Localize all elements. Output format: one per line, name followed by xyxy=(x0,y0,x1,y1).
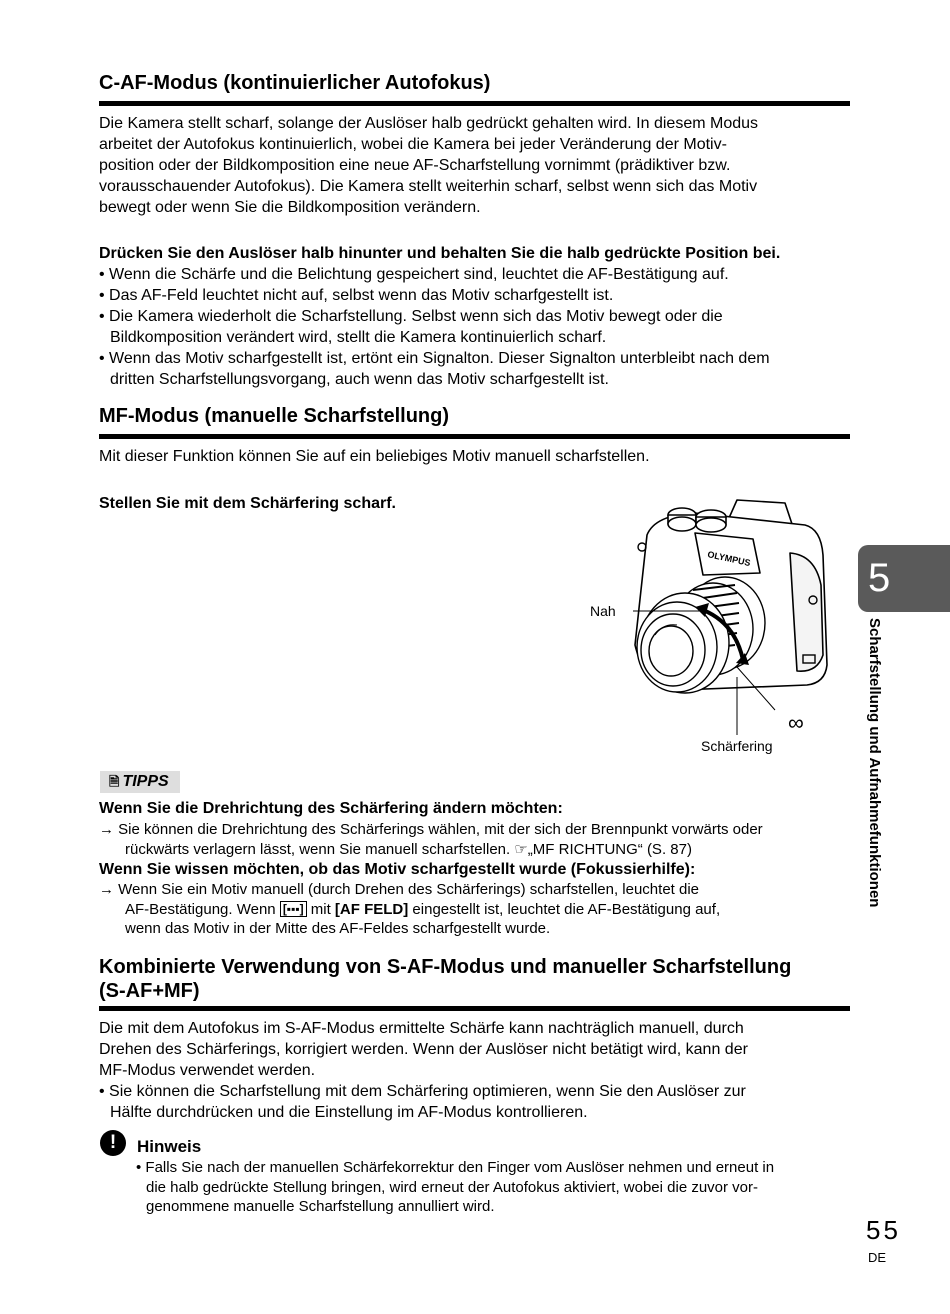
af-area-setting: [AF FELD] xyxy=(334,900,409,918)
section-title-c-af: C-AF-Modus (kontinuierlicher Autofokus) xyxy=(99,72,491,94)
tips-badge: 🗎 TIPPS xyxy=(100,771,180,793)
note-title: Hinweis xyxy=(137,1137,202,1156)
reference-icon: ☞ xyxy=(514,840,528,858)
section-rule xyxy=(99,434,850,439)
c-af-bullets: • Wenn die Schärfe und die Belichtung gespeichert sind, leuchtet die AF-Bestätigung auf. • Das AF-Feld leuchtet nicht auf, selbst wenn das Motiv scharfgestellt ist. • Die Kamera wiederholt die Scharfstellung. Selbst wenn sich das Motiv bewegt oder die Bildkomposition verändert wird, stellt die Kamera kontinuierlich scharf. • Wenn das Motiv scharfgestellt ist, ertönt ein Signalton. Dieser Signalton unterbleibt nach dem dritten Scharfstellungsvorgang, auch wenn das Motiv scharfgestellt ist. xyxy=(99,266,770,388)
section-title-mf: MF-Modus (manuelle Scharfstellung) xyxy=(99,405,450,427)
label-focus-ring: Schärfering xyxy=(701,738,773,754)
c-af-intro: Die Kamera stellt scharf, solange der Auslöser halb gedrückt gehalten wird. In diesem Modus arbeitet der Autofokus kontinuierlich, wobei die Kamera bei jeder Veränderung der Motiv- position oder der Bildkomposition eine neue AF-Scharfstellung vornimmt (prädiktiver bzw. vorausschauender Autofokus). Die Kamera stellt weiterhin scharf, selbst wenn sich das Motiv bewegt oder wenn Sie die Bildkomposition verändern. xyxy=(99,115,759,216)
tip-question-1: Wenn Sie die Drehrichtung des Schärfering ändern möchten: xyxy=(99,800,563,817)
note-icon: 🗎 xyxy=(109,774,120,789)
tip-question-2: Wenn Sie wissen möchten, ob das Motiv scharfgestellt wurde (Fokussierhilfe): xyxy=(99,861,696,878)
note-text: • Falls Sie nach der manuellen Schärfekorrektur den Finger vom Auslöser nehmen und erneut in die halb gedrückte Stellung bringen, wird erneut der Autofokus aktiviert, wobei die zuvor vor- genommene manuelle Scharfstellung annulliert wird. xyxy=(136,1159,775,1215)
section-title-s-af-mf: Kombinierte Verwendung von S-AF-Modus und manueller Scharfstellung (S-AF+MF) xyxy=(99,956,792,1002)
camera-brand: OLYMPUS xyxy=(706,549,752,569)
mf-intro: Mit dieser Funktion können Sie auf ein beliebiges Motiv manuell scharfstellen. xyxy=(99,448,650,465)
section-rule xyxy=(99,101,850,106)
chapter-tab: 5 xyxy=(858,545,950,612)
label-near: Nah xyxy=(590,603,616,619)
menu-reference: „MF RICHTUNG“ (S. 87) xyxy=(527,840,692,858)
chapter-label: Scharfstellung und Aufnahmefunktionen xyxy=(866,618,883,908)
s-af-mf-body: Die mit dem Autofokus im S-AF-Modus ermittelte Schärfe kann nachträglich manuell, durch Drehen des Schärferings, korrigiert werden. Wenn der Auslöser nicht betätigt wird, kann der MF-Modus verwendet werden. • Sie können die Scharfstellung mit dem Schärfering optimieren, wenn Sie den Auslöser zur Hälfte durchdrücken und die Einstellung im AF-Modus kontrollieren. xyxy=(99,1020,748,1121)
mf-instruction: Stellen Sie mit dem Schärfering scharf. xyxy=(99,495,396,512)
c-af-instruction: Drücken Sie den Auslöser halb hinunter und behalten Sie die halb gedrückte Position bei. xyxy=(99,245,781,262)
af-area-icon: [▪▪▪] xyxy=(280,901,307,917)
language-code: DE xyxy=(868,1250,887,1265)
warning-icon: ! xyxy=(100,1130,126,1156)
label-infinity: ∞ xyxy=(788,710,804,735)
section-rule xyxy=(99,1006,850,1011)
page-number: 55 xyxy=(866,1215,901,1245)
tip-answer-1: → Sie können die Drehrichtung des Schärferings wählen, mit der sich der Brennpunkt vorwärts oder rückwärts verlagern lässt, wenn Sie manuell scharfstellen. ☞„MF RICHTUNG“ (S. 87) xyxy=(99,821,763,858)
tip-answer-2: → Wenn Sie ein Motiv manuell (durch Drehen des Schärferings) scharfstellen, leuchtet die AF-Bestätigung. Wenn [▪▪▪] mit [AF FELD] eingestellt ist, leuchtet die AF-Bestätigung auf, wenn das Motiv in der Mitte des AF-Feldes scharfgestellt wurde. xyxy=(99,881,721,937)
